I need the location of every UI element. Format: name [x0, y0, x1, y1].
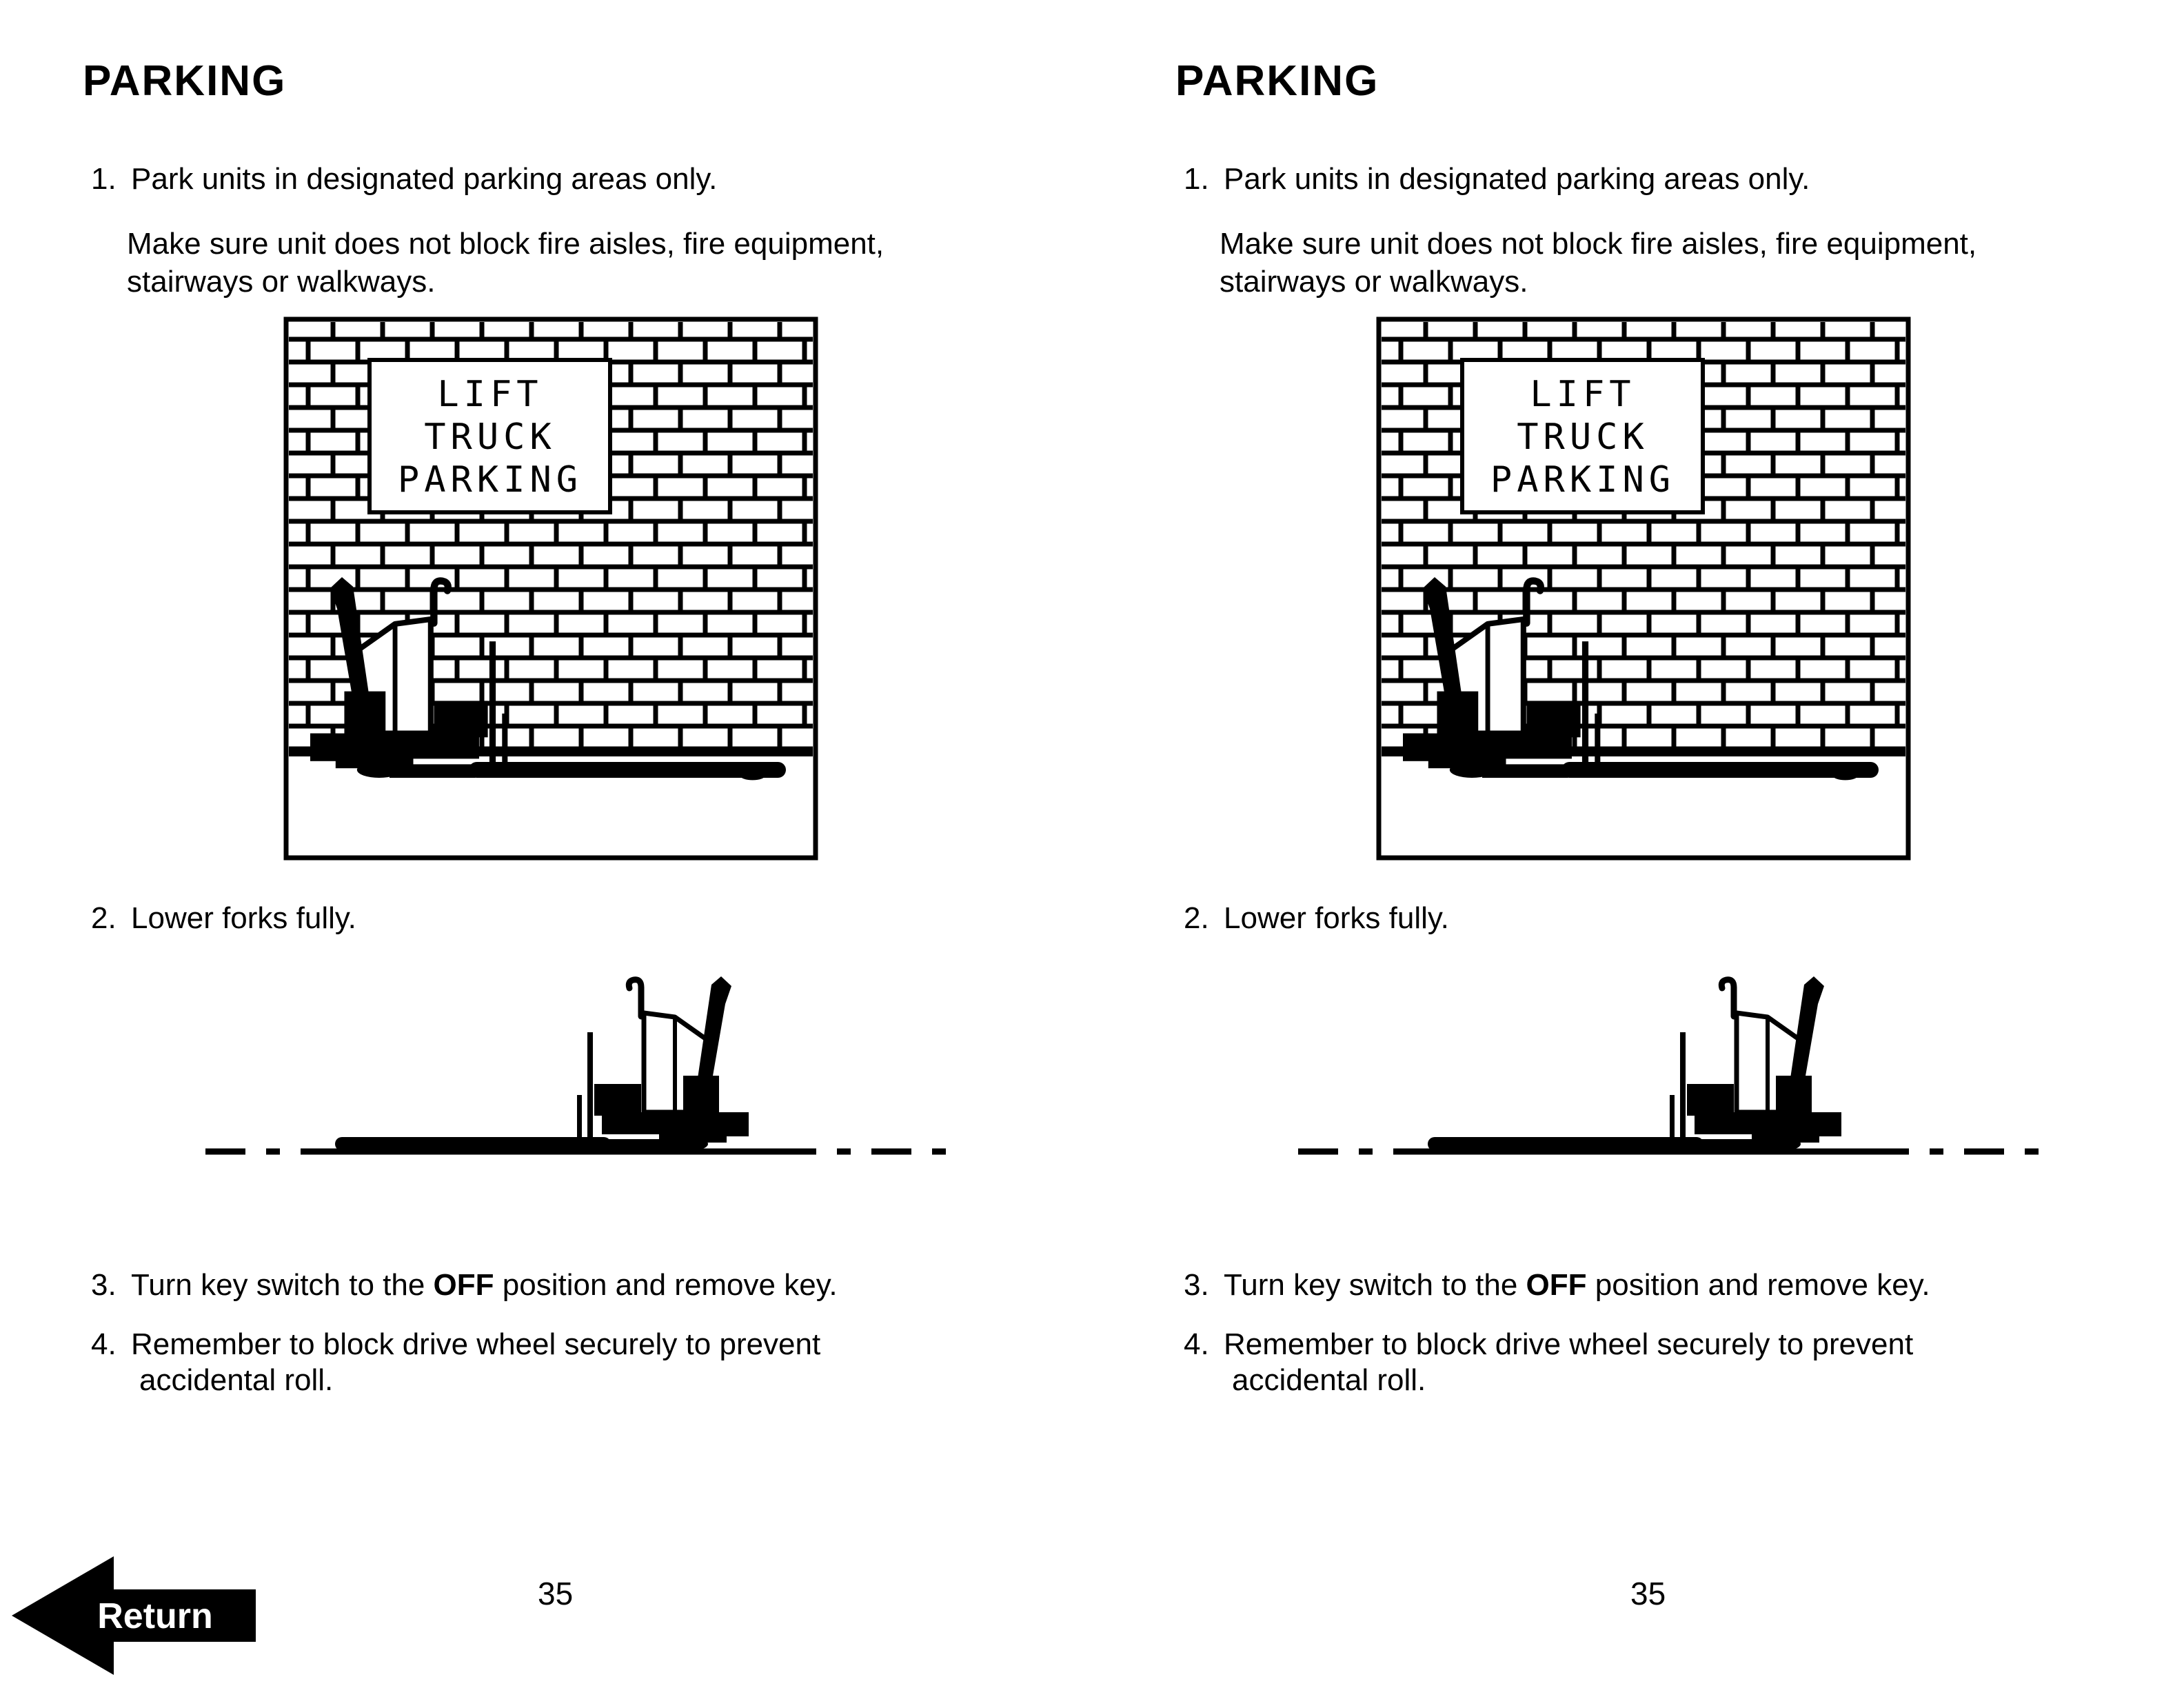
- parking-heading: PARKING: [83, 57, 287, 105]
- lift-truck-parking-figure: [1376, 316, 1911, 861]
- item-line: accidental roll.: [1232, 1363, 1426, 1397]
- item-line: Remember to block drive wheel securely to prevent: [1224, 1327, 1914, 1361]
- item-1-note: [127, 225, 884, 301]
- item-text: Turn key switch to the OFF position and remove key.: [1224, 1268, 1930, 1302]
- parking-sign: [370, 360, 610, 512]
- parking-sign: [1462, 360, 1703, 512]
- instruction-item-3: [91, 1267, 838, 1303]
- sign-line: PARKING: [1490, 459, 1676, 501]
- lift-truck-icon: [335, 976, 749, 1153]
- note-line: stairways or walkways.: [127, 265, 436, 299]
- item-text: Lower forks fully.: [131, 901, 356, 935]
- item-text: Turn key switch to the OFF position and remove key.: [131, 1268, 838, 1302]
- item-number: 1.: [91, 162, 117, 196]
- instruction-item-4: [1184, 1327, 1913, 1398]
- item-number: 2.: [1184, 901, 1209, 935]
- lift-truck-icon: [1428, 976, 1841, 1153]
- item-number: 3.: [1184, 1268, 1209, 1302]
- note-line: stairways or walkways.: [1220, 265, 1528, 299]
- sign-line: TRUCK: [1517, 416, 1649, 458]
- item-number: 3.: [91, 1268, 117, 1302]
- instruction-item-4: [91, 1327, 820, 1398]
- item-text: Park units in designated parking areas only.: [131, 162, 718, 196]
- instruction-item-1: [1184, 161, 1810, 197]
- note-line: Make sure unit does not block fire aisles, fire equipment,: [1220, 227, 1977, 261]
- page-number: 35: [1630, 1576, 1666, 1611]
- instruction-item-2: [1184, 901, 1449, 936]
- item-number: 2.: [91, 901, 117, 935]
- item-number: 1.: [1184, 162, 1209, 196]
- return-button[interactable]: [10, 1555, 259, 1679]
- sign-line: PARKING: [397, 459, 583, 501]
- lift-truck-parking-figure: [283, 316, 818, 861]
- page-number: 35: [538, 1576, 574, 1611]
- item-text: [1224, 1327, 1913, 1398]
- off-emphasis: OFF: [1526, 1268, 1587, 1302]
- item-text: Park units in designated parking areas only.: [1224, 162, 1810, 196]
- item-text: [131, 1327, 820, 1398]
- page-left: [83, 0, 1069, 1688]
- note-line: Make sure unit does not block fire aisles, fire equipment,: [127, 227, 884, 261]
- return-label: Return: [97, 1596, 213, 1636]
- sign-line: TRUCK: [424, 416, 556, 458]
- instruction-item-2: [91, 901, 356, 936]
- item-line: Remember to block drive wheel securely to prevent: [131, 1327, 821, 1361]
- parking-heading: PARKING: [1175, 57, 1379, 105]
- item-number: 4.: [91, 1327, 117, 1361]
- page-right: [1175, 0, 2161, 1688]
- item-1-note: [1220, 225, 1976, 301]
- lowered-forks-figure: [200, 957, 972, 1178]
- lowered-forks-figure: [1293, 957, 2065, 1178]
- item-number: 4.: [1184, 1327, 1209, 1361]
- off-emphasis: OFF: [433, 1268, 494, 1302]
- instruction-item-3: [1184, 1267, 1930, 1303]
- item-text: Lower forks fully.: [1224, 901, 1449, 935]
- sign-line: LIFT: [437, 374, 543, 415]
- item-line: accidental roll.: [139, 1363, 334, 1397]
- sign-line: LIFT: [1530, 374, 1636, 415]
- instruction-item-1: [91, 161, 717, 197]
